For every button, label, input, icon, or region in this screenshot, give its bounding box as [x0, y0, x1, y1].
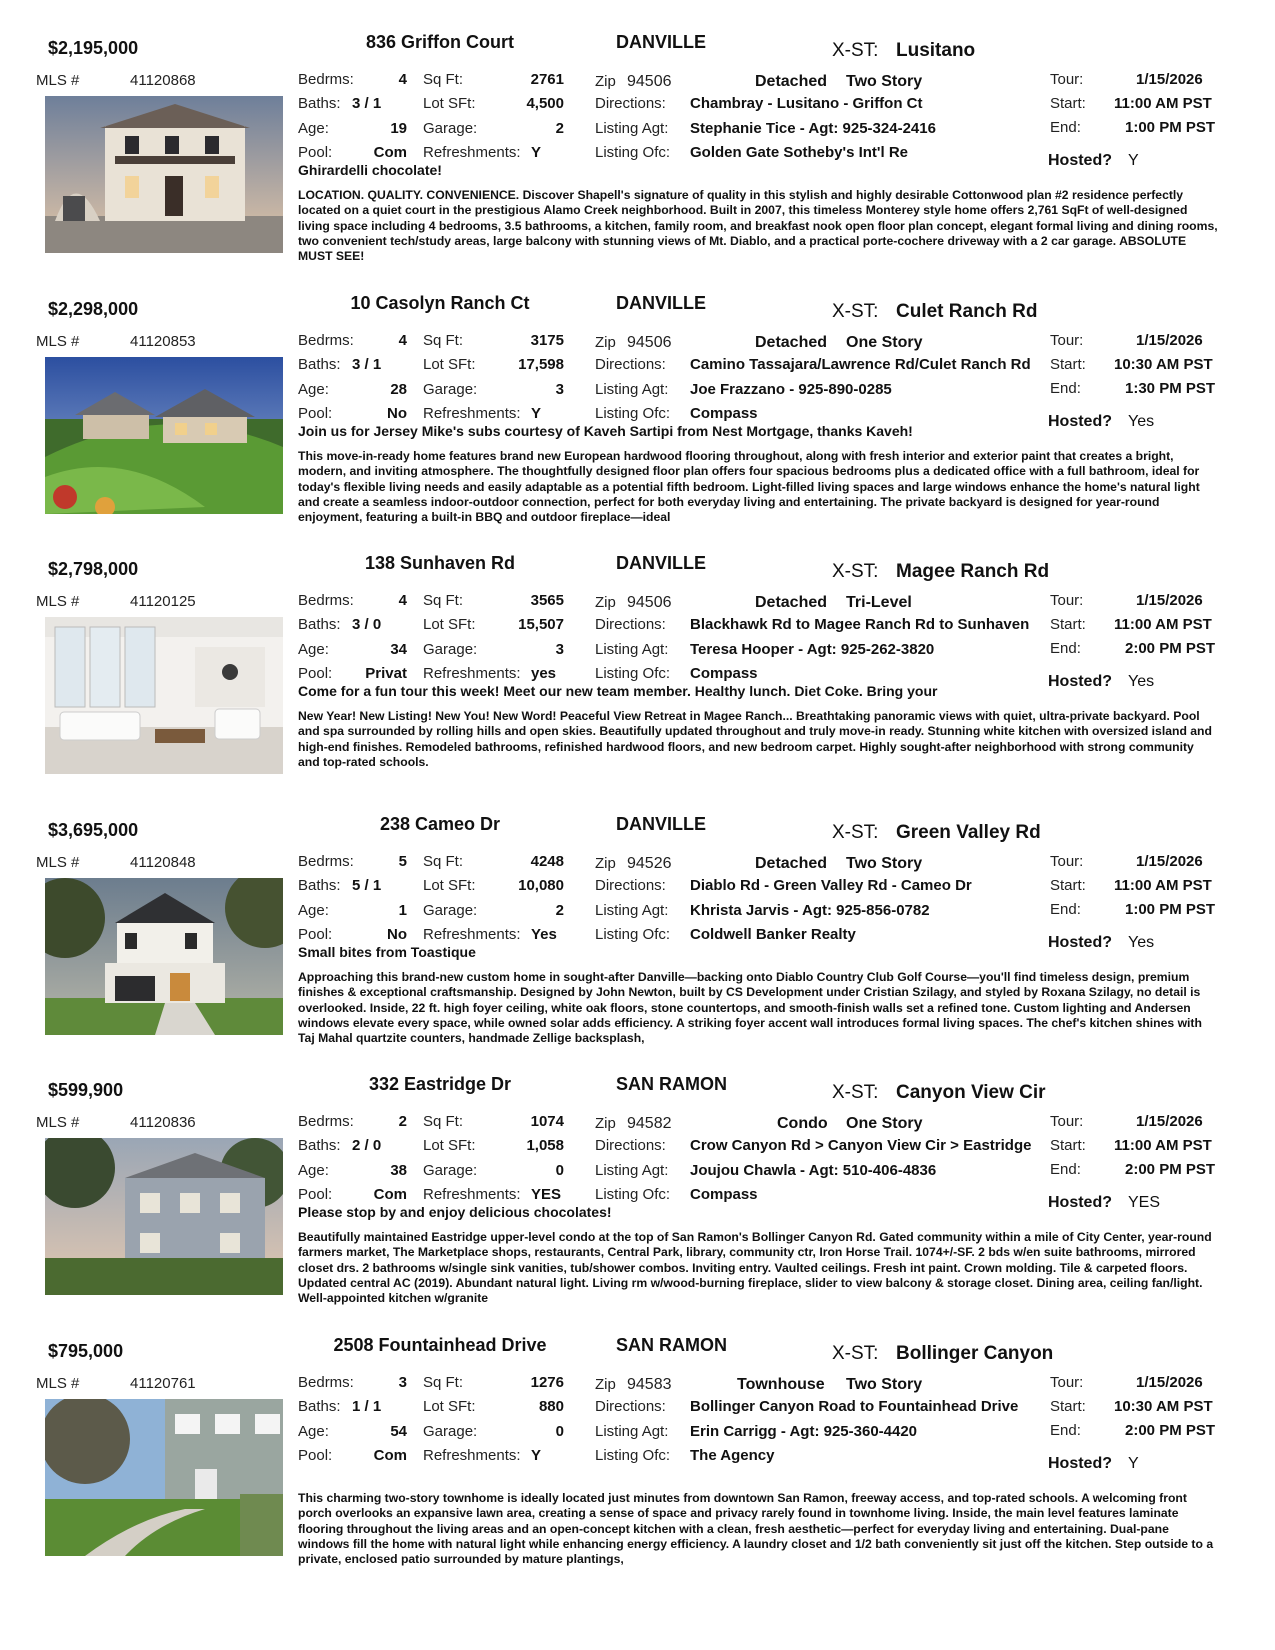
hosted-value: Y: [1128, 152, 1139, 169]
hosted-value: Y: [1128, 1455, 1139, 1472]
property-style: One Story: [846, 1115, 923, 1132]
zip-label: Zip: [595, 1376, 616, 1393]
garage-value: 3: [555, 641, 564, 658]
baths-label: Baths:: [298, 95, 341, 112]
sqft-value: 1074: [530, 1113, 564, 1130]
lot-label: Lot SFt:: [423, 95, 476, 112]
hosted-label: Hosted?: [1048, 1455, 1112, 1472]
refreshments-label: Refreshments:: [423, 1447, 521, 1464]
directions-label: Directions:: [595, 1398, 666, 1415]
garage-value: 3: [555, 381, 564, 398]
mls-number: 41120761: [130, 1375, 196, 1392]
listing-photo: [45, 1138, 283, 1295]
agent-label: Listing Agt:: [595, 1423, 669, 1440]
office-label: Listing Ofc:: [595, 144, 671, 161]
property-type: Townhouse: [737, 1376, 825, 1393]
listing-price: $795,000: [48, 1341, 124, 1361]
property-type: Detached: [755, 855, 828, 872]
mls-label: MLS #: [36, 854, 80, 871]
baths-label: Baths:: [298, 1398, 341, 1415]
sqft-value: 3565: [530, 592, 564, 609]
house-exterior-image: [45, 357, 283, 514]
listing-description: LOCATION. QUALITY. CONVENIENCE. Discover Shapell's signature of quality in this stylish and highly desirable Cottonwood plan #2 residence perfectly located on a quiet court in the prestigious Alamo Creek neighborhood. Built in 2007, this timeless Monterey style home offers 2,761 SqFt of well-designed living space including 4 bedrooms, 3.5 bathrooms, a kitchen, family room, and breakfast nook open floor plan concept, elegant formal living and dining rooms, two convenient tech/study areas, large balcony with stunning views of Mt. Diablo, and a practical porte-cochere driveway with a 2 car garage. ABSOLUTE MUST SEE!: [298, 188, 1218, 264]
age-value: 1: [398, 902, 407, 919]
office-label: Listing Ofc:: [595, 405, 671, 422]
agent-label: Listing Agt:: [595, 120, 669, 137]
directions-value: Chambray - Lusitano - Griffon Ct: [690, 95, 923, 112]
hosted-label: Hosted?: [1048, 934, 1112, 951]
end-label: End:: [1050, 1422, 1081, 1439]
end-label: End:: [1050, 119, 1081, 136]
listing-photo: [45, 96, 283, 253]
listing-address: 238 Cameo Dr: [379, 814, 501, 834]
bedrooms-value: 4: [398, 332, 407, 349]
listing-price: $3,695,000: [48, 820, 139, 840]
end-time: 1:30 PM PST: [1125, 380, 1216, 397]
property-style: Two Story: [846, 1376, 923, 1393]
office-label: Listing Ofc:: [595, 1447, 671, 1464]
property-style: One Story: [846, 334, 923, 351]
sqft-value: 1276: [530, 1374, 564, 1391]
end-time: 2:00 PM PST: [1125, 1422, 1216, 1439]
house-exterior-image: [45, 96, 283, 253]
bedrooms-label: Bedrms:: [298, 332, 354, 349]
age-label: Age:: [298, 1162, 329, 1179]
start-label: Start:: [1050, 1398, 1086, 1415]
mls-number: 41120853: [130, 333, 196, 350]
sqft-label: Sq Ft:: [423, 71, 464, 88]
office-value: Compass: [690, 1186, 758, 1203]
age-value: 38: [390, 1162, 407, 1179]
listing-city: DANVILLE: [616, 293, 706, 313]
directions-label: Directions:: [595, 95, 666, 112]
office-value: Golden Gate Sotheby's Int'l Re: [690, 144, 908, 161]
listing-address: 138 Sunhaven Rd: [364, 553, 516, 573]
listing-description: This charming two-story townhome is ideally located just minutes from downtown San Ramon, freeway access, and top-rated schools. A welcoming front porch overlooks an expansive lawn area, creating a sense of space and privacy rarely found in townhome living. Inside, the main level features laminate flooring throughout the living areas and an open-concept kitchen with a clean, fresh aesthetic—perfect for everyday living and entertaining. Dual-pane windows fill the home with natural light while enhancing energy efficiency. A laundry closet and 1/2 bath conveniently sit just off the kitchen. Step outside to a private, enclosed patio surrounded by mature plantings,: [298, 1491, 1214, 1567]
pool-value: Com: [373, 1447, 407, 1464]
garage-label: Garage:: [423, 120, 478, 137]
zip-value: 94506: [627, 73, 672, 90]
office-label: Listing Ofc:: [595, 926, 671, 943]
listing-price: $2,195,000: [48, 38, 139, 58]
tour-label: Tour:: [1050, 332, 1084, 349]
garage-label: Garage:: [423, 1162, 478, 1179]
property-style: Two Story: [846, 73, 923, 90]
hosted-label: Hosted?: [1048, 152, 1112, 169]
sqft-label: Sq Ft:: [423, 1374, 464, 1391]
zip-value: 94582: [627, 1115, 672, 1132]
hosted-label: Hosted?: [1048, 1194, 1112, 1211]
age-label: Age:: [298, 381, 329, 398]
zip-label: Zip: [595, 1115, 616, 1132]
property-type: Detached: [755, 73, 828, 90]
refreshments-value: yes: [531, 665, 557, 682]
tour-label: Tour:: [1050, 1113, 1084, 1130]
agent-label: Listing Agt:: [595, 381, 669, 398]
living-room-image: [45, 617, 283, 774]
baths-value: 3 / 1: [352, 95, 382, 112]
baths-label: Baths:: [298, 616, 341, 633]
listing-address: 10 Casolyn Ranch Ct: [350, 293, 530, 313]
property-type: Detached: [755, 334, 828, 351]
start-label: Start:: [1050, 356, 1086, 373]
agent-value: Joujou Chawla - Agt: 510-406-4836: [690, 1162, 937, 1179]
baths-value: 5 / 1: [352, 877, 382, 894]
property-type: Detached: [755, 594, 828, 611]
directions-value: Bollinger Canyon Road to Fountainhead Drive: [690, 1398, 1019, 1415]
baths-value: 3 / 1: [352, 356, 382, 373]
mls-label: MLS #: [36, 72, 80, 89]
cross-street-value: Culet Ranch Rd: [896, 301, 1038, 322]
refreshments-label: Refreshments:: [423, 926, 521, 943]
listing-city: DANVILLE: [616, 553, 706, 573]
directions-value: Camino Tassajara/Lawrence Rd/Culet Ranch Rd: [690, 356, 1031, 373]
lot-value: 10,080: [518, 877, 564, 894]
age-label: Age:: [298, 1423, 329, 1440]
hosted-value: YES: [1128, 1194, 1161, 1211]
mls-label: MLS #: [36, 1114, 80, 1131]
refreshments-label: Refreshments:: [423, 1186, 521, 1203]
start-label: Start:: [1050, 95, 1086, 112]
agent-value: Erin Carrigg - Agt: 925-360-4420: [690, 1423, 918, 1440]
office-value: Compass: [690, 405, 758, 422]
pool-label: Pool:: [298, 144, 333, 161]
garage-label: Garage:: [423, 1423, 478, 1440]
garage-value: 2: [555, 902, 564, 919]
cross-street-value: Green Valley Rd: [896, 822, 1041, 843]
cross-street-value: Lusitano: [896, 40, 976, 61]
listing-photo: [45, 1399, 283, 1556]
tour-date: 1/15/2026: [1136, 71, 1203, 88]
agent-label: Listing Agt:: [595, 902, 669, 919]
cross-street-value: Bollinger Canyon: [896, 1343, 1054, 1364]
listing-city: SAN RAMON: [616, 1335, 727, 1355]
listing-photo: [45, 617, 283, 774]
lot-value: 15,507: [518, 616, 564, 633]
agent-remarks: Small bites from Toastique: [298, 944, 476, 960]
sqft-value: 3175: [530, 332, 564, 349]
cross-street-label: X-ST:: [832, 561, 879, 582]
start-label: Start:: [1050, 1137, 1086, 1154]
listing-card: [0, 549, 1275, 807]
tour-date: 1/15/2026: [1136, 1374, 1203, 1391]
refreshments-value: YES: [531, 1186, 562, 1203]
agent-value: Stephanie Tice - Agt: 925-324-2416: [690, 120, 936, 137]
sqft-label: Sq Ft:: [423, 332, 464, 349]
listing-card: [0, 1070, 1275, 1328]
bedrooms-label: Bedrms:: [298, 592, 354, 609]
baths-label: Baths:: [298, 356, 341, 373]
condo-exterior-image: [45, 1138, 283, 1295]
baths-label: Baths:: [298, 877, 341, 894]
cross-street-value: Canyon View Cir: [896, 1082, 1046, 1103]
listing-address: 2508 Fountainhead Drive: [333, 1335, 547, 1355]
mls-label: MLS #: [36, 1375, 80, 1392]
age-value: 54: [390, 1423, 407, 1440]
garage-value: 0: [555, 1423, 564, 1440]
agent-label: Listing Agt:: [595, 1162, 669, 1179]
garage-value: 0: [555, 1162, 564, 1179]
refreshments-value: Y: [531, 405, 542, 422]
cross-street-label: X-ST:: [832, 1082, 879, 1103]
directions-value: Blackhawk Rd to Magee Ranch Rd to Sunhaven: [690, 616, 1030, 633]
age-value: 19: [390, 120, 407, 137]
directions-value: Diablo Rd - Green Valley Rd - Cameo Dr: [690, 877, 972, 894]
start-time: 10:30 AM PST: [1114, 356, 1213, 373]
tour-label: Tour:: [1050, 853, 1084, 870]
start-label: Start:: [1050, 877, 1086, 894]
age-label: Age:: [298, 120, 329, 137]
lot-label: Lot SFt:: [423, 356, 476, 373]
lot-label: Lot SFt:: [423, 1398, 476, 1415]
bedrooms-value: 4: [398, 592, 407, 609]
bedrooms-value: 3: [398, 1374, 407, 1391]
directions-value: Crow Canyon Rd > Canyon View Cir > Eastridge: [690, 1137, 1032, 1154]
end-time: 1:00 PM PST: [1125, 901, 1216, 918]
office-label: Listing Ofc:: [595, 1186, 671, 1203]
agent-label: Listing Agt:: [595, 641, 669, 658]
end-label: End:: [1050, 901, 1081, 918]
start-time: 11:00 AM PST: [1114, 1137, 1212, 1154]
agent-remarks: Ghirardelli chocolate!: [298, 162, 442, 178]
bedrooms-label: Bedrms:: [298, 853, 354, 870]
lot-value: 880: [538, 1398, 564, 1415]
pool-value: No: [387, 405, 407, 422]
listing-description: Beautifully maintained Eastridge upper-level condo at the top of San Ramon's Bollinger Canyon Rd. Gated community within a mile of City Center, year-round farmers market, The Marketplace shops, restaurants, Central Park, library, community ctr, Iron Horse Trail. 1074+/-SF. 2 bds w/en suite bathrooms, mirrored closet drs. 2 bathrooms w/single sink vanities, tub/shower combos. Inviting entry. Vaulted ceilings. Fresh int paint. Crown molding. Tile & carpeted floors. Updated central AC (2019). Abundant natural light. Living rm w/wood-burning fireplace, slider to view balcony & storage closet. Dining area, ceiling fan/light. Well-appointed kitchen w/granite: [298, 1230, 1212, 1306]
pool-label: Pool:: [298, 405, 333, 422]
office-label: Listing Ofc:: [595, 665, 671, 682]
end-label: End:: [1050, 380, 1081, 397]
bedrooms-value: 2: [398, 1113, 407, 1130]
pool-value: No: [387, 926, 407, 943]
lot-label: Lot SFt:: [423, 1137, 476, 1154]
sqft-value: 2761: [530, 71, 564, 88]
listing-city: DANVILLE: [616, 32, 706, 52]
lot-value: 17,598: [518, 356, 564, 373]
start-time: 11:00 AM PST: [1114, 877, 1212, 894]
agent-remarks: Come for a fun tour this week! Meet our new team member. Healthy lunch. Diet Coke. Bring your: [298, 683, 938, 699]
tour-label: Tour:: [1050, 1374, 1084, 1391]
refreshments-value: Y: [531, 1447, 542, 1464]
end-time: 2:00 PM PST: [1125, 640, 1216, 657]
garage-label: Garage:: [423, 381, 478, 398]
listing-card: [0, 1331, 1275, 1589]
bedrooms-label: Bedrms:: [298, 1374, 354, 1391]
cross-street-label: X-ST:: [832, 1343, 879, 1364]
hosted-value: Yes: [1128, 934, 1155, 951]
house-exterior-image: [45, 878, 283, 1035]
townhome-exterior-image: [45, 1399, 283, 1556]
lot-label: Lot SFt:: [423, 616, 476, 633]
agent-value: Joe Frazzano - 925-890-0285: [690, 381, 892, 398]
start-time: 11:00 AM PST: [1114, 616, 1212, 633]
tour-label: Tour:: [1050, 592, 1084, 609]
listing-description: Approaching this brand-new custom home in sought-after Danville—backing onto Diablo Country Club Golf Course—you'll find timeless design, premium finishes & exceptional craftsmanship. Designed by John Newton, built by CS Development under Cristian Szilagy, and styled by Roxana Szilagy, no detail is overlooked. Inside, 22 ft. high foyer ceiling, white oak floors, stone countertops, and smooth-finish walls set a refined tone. Custom lighting and Andersen windows elevate every space, while owned solar adds efficiency. A striking foyer accent wall introduces formal living spaces. The chef's kitchen shines with Taj Mahal quartzite counters, handmade Zellige backsplash,: [298, 970, 1202, 1046]
office-value: The Agency: [690, 1447, 775, 1464]
lot-value: 4,500: [526, 95, 564, 112]
cross-street-label: X-ST:: [832, 40, 879, 61]
refreshments-label: Refreshments:: [423, 144, 521, 161]
listing-price: $2,798,000: [48, 559, 139, 579]
pool-label: Pool:: [298, 1186, 333, 1203]
end-label: End:: [1050, 640, 1081, 657]
pool-label: Pool:: [298, 665, 333, 682]
listing-city: SAN RAMON: [616, 1074, 727, 1094]
mls-number: 41120836: [130, 1114, 196, 1131]
property-style: Two Story: [846, 855, 923, 872]
hosted-value: Yes: [1128, 673, 1155, 690]
mls-label: MLS #: [36, 593, 80, 610]
end-time: 1:00 PM PST: [1125, 119, 1216, 136]
mls-number: 41120868: [130, 72, 196, 89]
listing-photo: [45, 878, 283, 1035]
start-time: 10:30 AM PST: [1114, 1398, 1213, 1415]
mls-number: 41120848: [130, 854, 196, 871]
zip-label: Zip: [595, 594, 616, 611]
hosted-label: Hosted?: [1048, 673, 1112, 690]
baths-value: 1 / 1: [352, 1398, 382, 1415]
listing-description: New Year! New Listing! New You! New Word! Peaceful View Retreat in Magee Ranch... Breathtaking panoramic views with quiet, ultra-private backyard. Pool and spa surrounded by rolling hills and open skies. Beautifully updated throughout and truly move-in ready. Stunning white kitchen with oversized island and high-end finishes. Remodeled bathrooms, refinished hardwood floors, and new bedroom carpet. Highly sought-after neighborhood with strong community and top-rated schools.: [298, 709, 1212, 769]
zip-label: Zip: [595, 855, 616, 872]
agent-remarks: Please stop by and enjoy delicious chocolates!: [298, 1204, 612, 1220]
listing-address: 332 Eastridge Dr: [368, 1074, 512, 1094]
tour-label: Tour:: [1050, 71, 1084, 88]
listing-price: $599,900: [48, 1080, 124, 1100]
hosted-label: Hosted?: [1048, 413, 1112, 430]
sqft-label: Sq Ft:: [423, 853, 464, 870]
zip-value: 94506: [627, 334, 672, 351]
listing-card: [0, 28, 1275, 286]
mls-number: 41120125: [130, 593, 196, 610]
directions-label: Directions:: [595, 616, 666, 633]
pool-value: Com: [373, 144, 407, 161]
agent-value: Khrista Jarvis - Agt: 925-856-0782: [690, 902, 930, 919]
zip-value: 94526: [627, 855, 672, 872]
age-value: 28: [390, 381, 407, 398]
start-label: Start:: [1050, 616, 1086, 633]
refreshments-value: Y: [531, 144, 542, 161]
garage-label: Garage:: [423, 641, 478, 658]
office-value: Coldwell Banker Realty: [690, 926, 856, 943]
mls-label: MLS #: [36, 333, 80, 350]
pool-label: Pool:: [298, 1447, 333, 1464]
start-time: 11:00 AM PST: [1114, 95, 1212, 112]
bedrooms-value: 4: [398, 71, 407, 88]
pool-label: Pool:: [298, 926, 333, 943]
baths-value: 3 / 0: [352, 616, 382, 633]
listing-card: [0, 810, 1275, 1068]
baths-value: 2 / 0: [352, 1137, 382, 1154]
baths-label: Baths:: [298, 1137, 341, 1154]
tour-date: 1/15/2026: [1136, 592, 1203, 609]
age-value: 34: [390, 641, 407, 658]
age-label: Age:: [298, 641, 329, 658]
property-style: Tri-Level: [846, 594, 912, 611]
refreshments-label: Refreshments:: [423, 665, 521, 682]
tour-date: 1/15/2026: [1136, 332, 1203, 349]
garage-value: 2: [555, 120, 564, 137]
directions-label: Directions:: [595, 877, 666, 894]
pool-value: Com: [373, 1186, 407, 1203]
tour-date: 1/15/2026: [1136, 853, 1203, 870]
zip-label: Zip: [595, 334, 616, 351]
listing-photo: [45, 357, 283, 514]
directions-label: Directions:: [595, 356, 666, 373]
agent-remarks: Join us for Jersey Mike's subs courtesy of Kaveh Sartipi from Nest Mortgage, thanks Kaveh!: [298, 423, 913, 439]
tour-date: 1/15/2026: [1136, 1113, 1203, 1130]
bedrooms-label: Bedrms:: [298, 1113, 354, 1130]
property-type: Condo: [777, 1115, 828, 1132]
sqft-value: 4248: [530, 853, 564, 870]
cross-street-label: X-ST:: [832, 822, 879, 843]
refreshments-value: Yes: [531, 926, 557, 943]
age-label: Age:: [298, 902, 329, 919]
cross-street-value: Magee Ranch Rd: [896, 561, 1050, 582]
bedrooms-label: Bedrms:: [298, 71, 354, 88]
bedrooms-value: 5: [398, 853, 407, 870]
directions-label: Directions:: [595, 1137, 666, 1154]
lot-value: 1,058: [526, 1137, 564, 1154]
pool-value: Privat: [365, 665, 407, 682]
end-time: 2:00 PM PST: [1125, 1161, 1216, 1178]
lot-label: Lot SFt:: [423, 877, 476, 894]
agent-value: Teresa Hooper - Agt: 925-262-3820: [690, 641, 935, 658]
refreshments-label: Refreshments:: [423, 405, 521, 422]
end-label: End:: [1050, 1161, 1081, 1178]
garage-label: Garage:: [423, 902, 478, 919]
listing-address: 836 Griffon Court: [365, 32, 514, 52]
zip-value: 94506: [627, 594, 672, 611]
listing-price: $2,298,000: [48, 299, 139, 319]
listing-card: [0, 289, 1275, 547]
sqft-label: Sq Ft:: [423, 592, 464, 609]
zip-label: Zip: [595, 73, 616, 90]
office-value: Compass: [690, 665, 758, 682]
listing-city: DANVILLE: [616, 814, 706, 834]
zip-value: 94583: [627, 1376, 672, 1393]
cross-street-label: X-ST:: [832, 301, 879, 322]
listing-description: This move-in-ready home features brand new European hardwood flooring throughout, along with fresh interior and exterior paint that creates a bright, modern, and inviting atmosphere. The thoughtfully designed floor plan offers four spacious bedrooms plus a dedicated office with a full bathroom, ideal for today's flexible living needs and easily adaptable as a potential fifth bedroom. Light-filled living spaces and large windows enhance the home's natural light and create a seamless indoor-outdoor connection, perfect for both everyday living and entertaining. The private backyard is designed for year-round enjoyment, featuring a built-in BBQ and outdoor fireplace—ideal: [298, 449, 1200, 525]
sqft-label: Sq Ft:: [423, 1113, 464, 1130]
hosted-value: Yes: [1128, 413, 1155, 430]
